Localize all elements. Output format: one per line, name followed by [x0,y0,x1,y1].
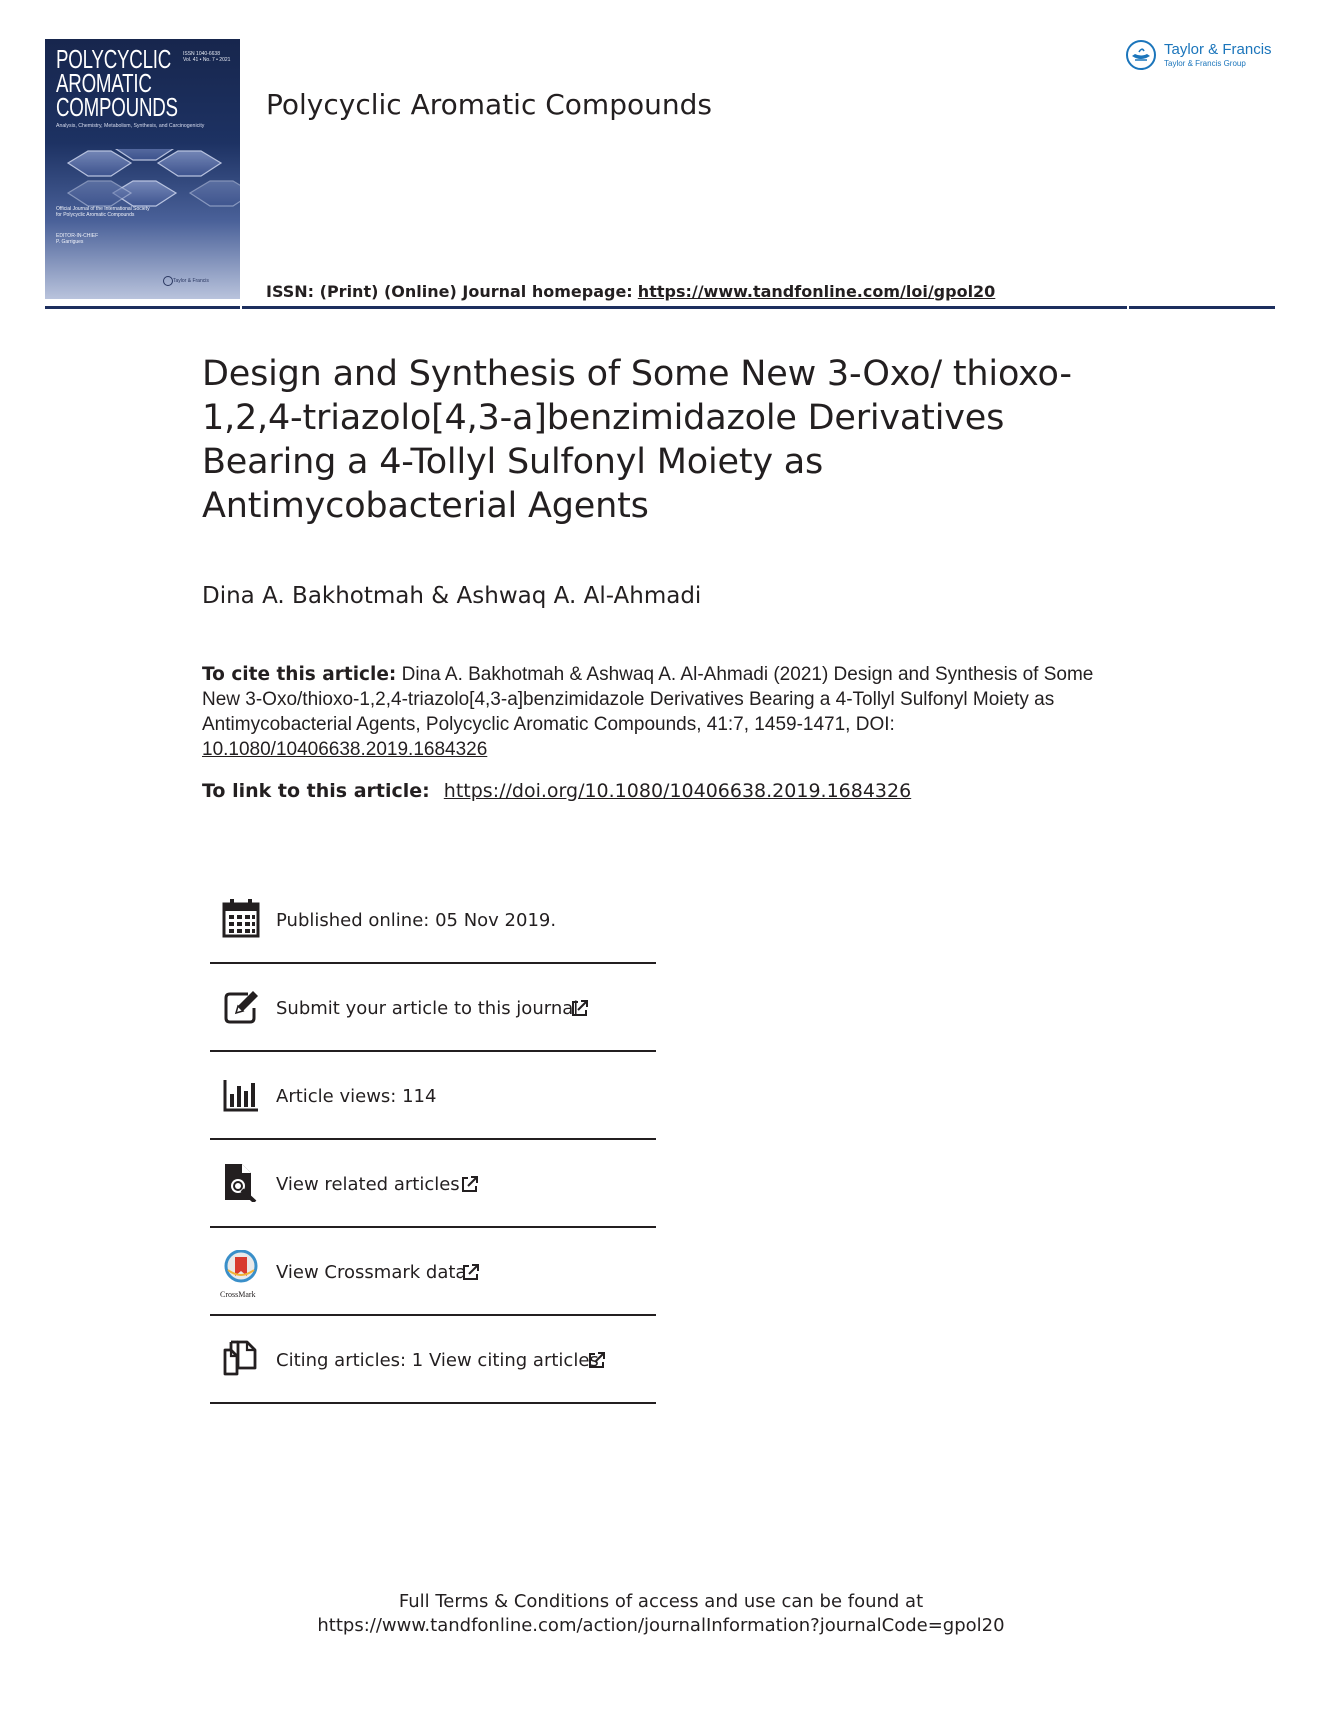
article-link-line [202,780,911,802]
issn-line [266,282,995,301]
external-link-icon [461,1263,480,1282]
crossmark-row[interactable] [210,1228,656,1316]
related-articles-link[interactable]: View related articles [276,1174,460,1195]
journal-homepage-link[interactable]: https://www.tandfonline.com/loi/gpol20 [637,282,996,301]
journal-cover-image [45,39,240,299]
taylor-francis-group: Taylor & Francis Group [1164,59,1246,68]
cite-text: Dina A. Bakhotmah & Ashwaq A. Al-Ahmadi (2021) Design and Synthesis of Some New 3-Oxo/thioxo-1,2,4-triazolo[4,3-a]benzimidazole Derivatives Bearing a 4-Tollyl Sulfonyl Moiety as Antimycobacterial Agents, Polycyclic Aromatic Compounds, 41:7, 1459-1471, DOI: [202,664,1094,735]
issn-label: ISSN: (Print) (Online) Journal homepage: [266,282,633,301]
cover-title: POLYCYCLIC AROMATIC COMPOUNDS [56,44,178,122]
cover-publisher: Taylor & Francis [173,278,209,284]
article-title: Design and Synthesis of Some New 3-Oxo/ thioxo-1,2,4-triazolo[4,3-a]benzimidazole Derivatives Bearing a 4-Tollyl Sulfonyl Moiety as Antimycobacterial Agents [202,354,1072,526]
header-divider-gap [1127,305,1129,310]
article-views-text: Article views: 114 [276,1086,437,1107]
external-link-icon [570,999,589,1018]
bar-chart-icon [222,1074,260,1114]
edit-icon [222,986,260,1026]
crossmark-link[interactable]: View Crossmark data [276,1262,467,1283]
submit-article-row[interactable] [210,964,656,1052]
terms-line: Full Terms & Conditions of access and use can be found at [398,1591,924,1612]
citing-articles-link[interactable]: Citing articles: 1 View citing articles [276,1350,599,1371]
header-divider-gap [240,305,242,310]
external-link-icon [587,1351,606,1370]
article-views-row [210,1052,656,1140]
citation-block [202,662,1132,762]
article-authors: Dina A. Bakhotmah & Ashwaq A. Al-Ahmadi [202,583,702,609]
cite-doi-link[interactable]: 10.1080/10406638.2019.1684326 [202,739,488,760]
crossmark-badge-label: CrossMark [220,1290,256,1299]
citing-articles-row[interactable] [210,1316,656,1404]
taylor-francis-lamp-icon [1126,40,1156,70]
calendar-icon [222,898,260,938]
taylor-francis-logo [1126,38,1296,78]
article-doi-link[interactable]: https://doi.org/10.1080/10406638.2019.1684326 [443,780,912,802]
copy-documents-icon [222,1338,260,1378]
taylor-francis-name: Taylor & Francis [1164,41,1272,58]
header-divider [45,306,1275,309]
terms-footer [0,1590,1322,1638]
cover-subtitle: Analysis, Chemistry, Metabolism, Synthesis, and Carcinogenicity [56,123,205,129]
crossmark-icon [222,1250,260,1290]
published-online-text: Published online: 05 Nov 2019. [276,910,557,931]
submit-article-link[interactable]: Submit your article to this journal [276,998,579,1019]
published-online-row [210,876,656,964]
cover-official-journal: Official Journal of the International Society for Polycyclic Aromatic Compounds [56,206,150,218]
cover-issn: ISSN 1040-6638 Vol. 41 • No. 7 • 2021 [183,51,231,63]
document-search-icon [222,1162,260,1202]
related-articles-row[interactable] [210,1140,656,1228]
journal-name: Polycyclic Aromatic Compounds [266,88,712,121]
cover-publisher-icon [163,276,173,286]
external-link-icon [460,1175,479,1194]
cover-editor: EDITOR-IN-CHIEF P. Garrigues [56,233,99,245]
terms-url[interactable]: https://www.tandfonline.com/action/journalInformation?journalCode=gpol20 [317,1615,1005,1636]
link-label: To link to this article: [202,780,430,802]
cite-label: To cite this article: [202,664,397,685]
